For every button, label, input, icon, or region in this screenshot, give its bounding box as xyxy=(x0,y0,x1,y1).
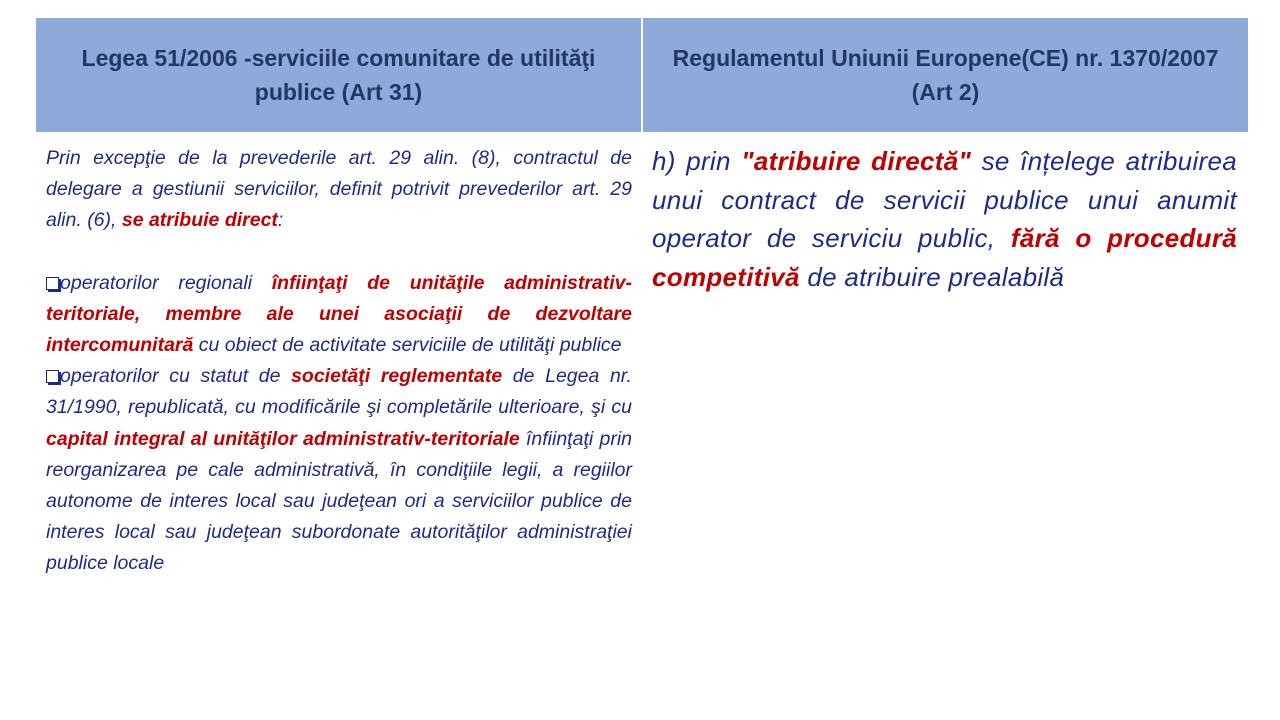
intro-text: Prin excepţie de la prevederile art. 29 alin. (8), contractul de delegare a gestiunii serviciilor, definit potrivit prevederilor art. 29 alin. (6), xyxy=(46,147,632,232)
bullet2-tail: înfiinţaţi prin reorganizarea pe cale administrativă, în condiţiile legii, a regiilor autonome de interes local sau judeţean ori a serviciilor publice de interes local sau judeţean subordonate autorităţilor administraţiei publice locale xyxy=(46,427,632,575)
left-column-text xyxy=(46,143,632,580)
definition-text: h) prin xyxy=(652,146,742,176)
header-left-law-51-2006 xyxy=(36,18,641,132)
definition-tail: de atribuire prealabilă xyxy=(799,261,1065,292)
bullet2-emphasis-2: capital integral al unităţilor administrativ-teritoriale xyxy=(46,427,520,450)
definition-term: "atribuire directă" xyxy=(741,146,972,176)
definition-emphasis: fără o procedură competitivă xyxy=(652,223,1237,292)
intro-emphasis: se atribuie direct xyxy=(121,209,278,232)
bullet1-emphasis: înfiinţaţi de unităţile administrativ-teritoriale, membre ale unei asociaţii de dezvoltare intercomunitară xyxy=(46,271,632,357)
checkbox-bullet-icon xyxy=(46,370,59,383)
header-underline xyxy=(36,132,1248,134)
bullet2-text: operatorilor cu statut de xyxy=(60,365,292,388)
bullet2-mid: de Legea nr. 31/1990, republicată, cu modificările şi completările ulterioare, şi cu xyxy=(46,365,632,419)
bullet-item-regulated-companies xyxy=(46,361,632,579)
header-right-regulation-1370-2007 xyxy=(643,18,1248,132)
header-left-text: Legea 51/2006 -serviciile comunitare de utilităţi publice (Art 31) xyxy=(81,45,596,105)
definition-paragraph xyxy=(652,142,1237,296)
bullet1-tail: cu obiect de activitate serviciile de utilităţi publice xyxy=(193,334,622,357)
paragraph-gap xyxy=(46,237,632,268)
bullet2-emphasis-1: societăţi reglementate xyxy=(291,365,503,388)
checkbox-bullet-icon xyxy=(46,277,59,290)
definition-mid: se înțelege atribuirea unui contract de servicii publice unui anumit operator de serviciu public, xyxy=(652,146,1237,253)
bullet-item-regional-operators xyxy=(46,268,632,362)
intro-paragraph xyxy=(46,143,632,237)
intro-colon: : xyxy=(277,209,284,232)
header-right-text: Regulamentul Uniunii Europene(CE) nr. 1370/2007 (Art 2) xyxy=(672,45,1219,105)
right-column-text xyxy=(652,142,1237,296)
bullet1-text: operatorilor regionali xyxy=(60,271,272,294)
